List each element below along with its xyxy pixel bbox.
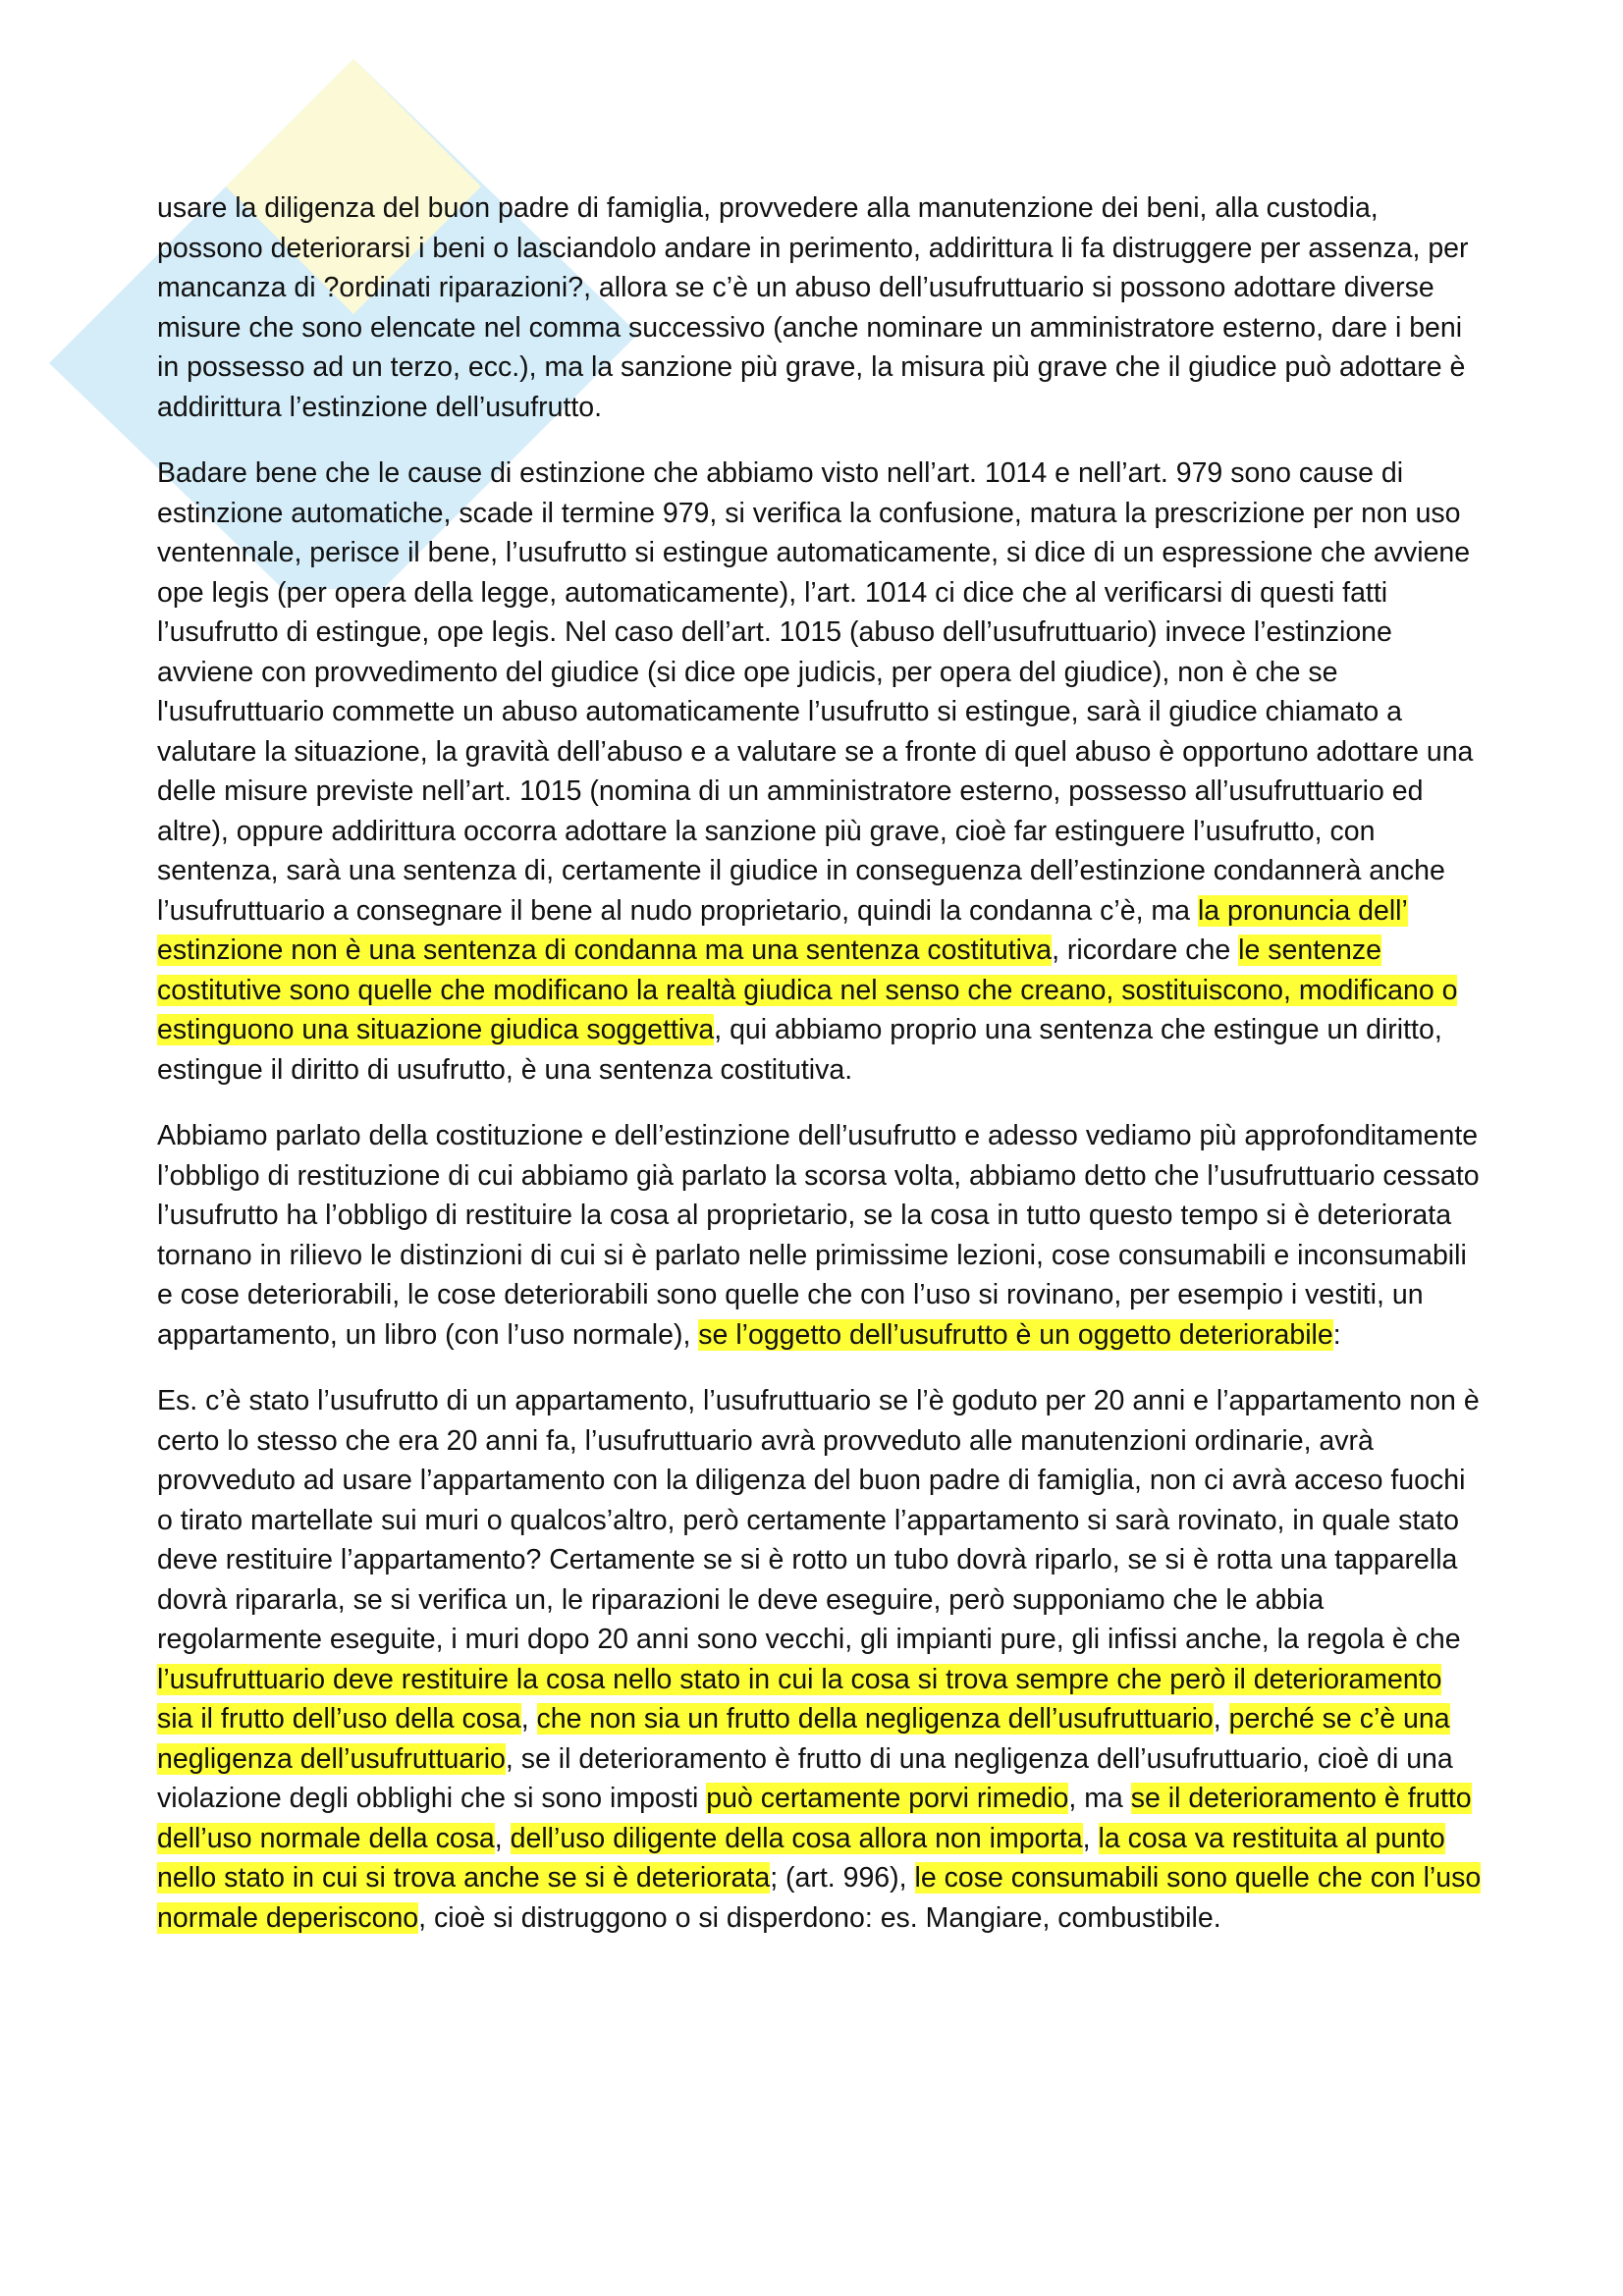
text-segment: ,: [520, 1703, 537, 1735]
text-segment: , ma: [1068, 1783, 1131, 1814]
text-segment: Es. c’è stato l’usufrutto di un appartamento, l’usufruttuario se l’è goduto per 20 anni e l’appartamento non è certo lo stesso che era 20 anni fa, l’usufruttuario avrà provveduto alle manutenzioni ordinarie, avrà provveduto ad usare l’appartamento con la diligenza del buon padre di famiglia, non ci avrà acceso fuochi o tirato martellate sui muri o qualcos’altro, però certamente l’appartamento si sarà rovinato, in quale stato deve restituire l’appartamento? Certamente se si è rotto un tubo dovrà riparlo, se si è rotta una tapparella dovrà ripararla, se si verifica un, le riparazioni le deve eseguire, però supponiamo che le abbia regolarmente eseguite, i muri dopo 20 anni sono vecchi, gli impianti pure, gli infissi anche, la regola è che: [157, 1385, 1480, 1655]
highlighted-text: se il deterioramento è frutto dell’uso normale della cosa: [157, 1783, 1472, 1854]
highlighted-text: che non sia un frutto della negligenza dell’usufruttuario: [536, 1703, 1214, 1735]
highlighted-text: se l’oggetto dell’usufrutto è un oggetto deteriorabile: [698, 1318, 1333, 1351]
text-segment: :: [1332, 1318, 1341, 1351]
text-segment: Badare bene che le cause di estinzione che abbiamo visto nell’art. 1014 e nell’art. 979 sono cause di estinzione automatiche, scade il termine 979, si verifica la confusione, matura la prescrizione per non uso ventennale, perisce il bene, l’usufrutto si estingue automaticamente, si dice di un espressione che avviene ope legis (per opera della legge, automaticamente), l’art. 1014 ci dice che al verificarsi di questi fatti l’usufrutto di estingue, ope legis. Nel caso dell’art. 1015 (abuso dell’usufruttuario) invece l’estinzione avviene con provvedimento del giudice (si dice ope judicis, per opera del giudice), non è che se l'usufruttuario commette un abuso automaticamente l’usufrutto si estingue, sarà il giudice chiamato a valutare la situazione, la gravità dell’abuso e a valutare se a fronte di quel abuso è opportuno adottare una delle misure previste nell’art. 1015 (nomina di un amministratore esterno, possesso all’usufruttuario ed altre), oppure addirittura occorra adottare la sanzione più grave, cioè far estinguere l’usufrutto, con sentenza, sarà una sentenza di, certamente il giudice in conseguenza dell’estinzione condannerà anche l’usufruttuario a consegnare il bene al nudo proprietario, quindi la condanna c’è, ma: [157, 457, 1474, 927]
text-segment: Abbiamo parlato della costituzione e dell’estinzione dell’usufrutto e adesso vediamo più approfonditamente l’obbligo di restituzione di cui abbiamo già parlato la scorsa volta, abbiamo detto che l’usufruttuario cessato l’usufrutto ha l’obbligo di restituire la cosa al proprietario, se la cosa in tutto questo tempo si è deteriorata tornano in rilievo le distinzioni di cui si è parlato nelle primissime lezioni, cose consumabili e inconsumabili e cose deteriorabili, le cose deteriorabili sono quelle che con l’uso si rovinano, per esempio i vestiti, un appartamento, un libro (con l’uso normale),: [157, 1120, 1480, 1351]
text-segment: , qui abbiamo proprio una sentenza che estingue un diritto, estingue il diritto di usufrutto, è una sentenza costitutiva.: [157, 1014, 1442, 1086]
paragraph: [157, 1116, 1485, 1355]
document-body: [157, 188, 1485, 1964]
highlighted-text: le cose consumabili sono quelle che con l’uso normale deperiscono: [157, 1862, 1482, 1934]
text-segment: , cioè si distruggono o si disperdono: es. Mangiare, combustibile.: [418, 1901, 1221, 1934]
text-segment: , se il deterioramento è frutto di una negligenza dell’usufruttuario, cioè di una violazione degli obblighi che si sono imposti: [157, 1742, 1453, 1814]
text-segment: ,: [1082, 1822, 1099, 1854]
paragraph: [157, 1381, 1485, 1938]
highlighted-text: la pronuncia dell’ estinzione non è una sentenza di condanna ma una sentenza costitutiva: [157, 894, 1408, 966]
highlighted-text: l’usufruttuario deve restituire la cosa nello stato in cui la cosa si trova sempre che però il deterioramento sia il frutto dell’uso della cosa: [157, 1663, 1442, 1735]
paragraph: [157, 188, 1485, 427]
text-segment: usare la diligenza del buon padre di famiglia, provvedere alla manutenzione dei beni, alla custodia, possono deteriorarsi i beni o lasciandolo andare in perimento, addirittura li fa distruggere per assenza, per mancanza di ?ordinati riparazioni?, allora se c’è un abuso dell’usufruttuario si possono adottare diverse misure che sono elencate nel comma successivo (anche nominare un amministratore esterno, dare i beni in possesso ad un terzo, ecc.), ma la sanzione più grave, la misura più grave che il giudice può adottare è addirittura l’estinzione dell’usufrutto.: [157, 192, 1469, 423]
text-segment: ,: [1213, 1703, 1229, 1735]
highlighted-text: la cosa va restituita al punto nello stato in cui si trova anche se si è deteriorata: [157, 1822, 1445, 1894]
text-segment: ; (art. 996),: [770, 1862, 915, 1894]
paragraph: [157, 454, 1485, 1090]
highlighted-text: le sentenze costitutive sono quelle che modificano la realtà giudica nel senso che creano, sostituiscono, modificano o estinguono una situazione giudica soggettiva: [157, 934, 1458, 1045]
highlighted-text: dell’uso diligente della cosa allora non importa: [510, 1822, 1083, 1854]
text-segment: , ricordare che: [1052, 934, 1239, 966]
highlighted-text: può certamente porvi rimedio: [706, 1783, 1069, 1814]
highlighted-text: perché se c’è una negligenza dell’usufruttuario: [157, 1703, 1450, 1775]
text-segment: ,: [494, 1822, 511, 1854]
